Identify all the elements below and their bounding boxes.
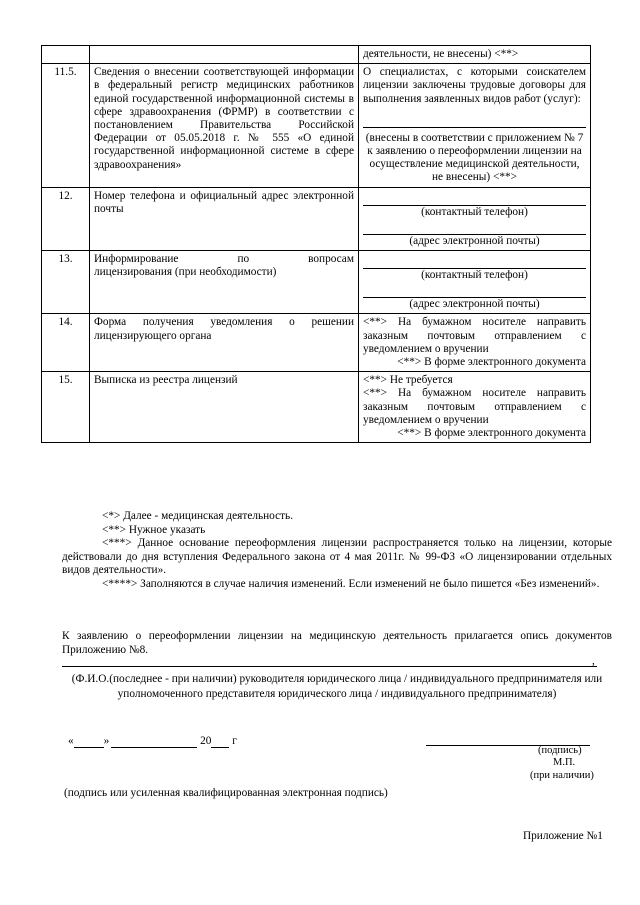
label-word: вопросам xyxy=(308,253,354,266)
date-field xyxy=(68,734,237,748)
row-label xyxy=(90,46,359,64)
email-caption: (адрес электронной почты) xyxy=(409,234,540,247)
footnotes xyxy=(62,510,612,592)
stamp-note: (при наличии) xyxy=(530,770,594,781)
year-fill-line[interactable] xyxy=(211,734,229,748)
form-table xyxy=(41,45,591,443)
row-number: 11.5. xyxy=(42,64,90,187)
row-number: 15. xyxy=(42,372,90,443)
row-value xyxy=(359,187,591,250)
option-electronic[interactable]: <**> В форме электронного документа xyxy=(397,427,586,440)
footnote: <****> Заполняются в случае наличия изменений. Если изменений не было пишется «Без изменений». xyxy=(102,577,600,590)
footnote: <*> Далее - медицинская деятельность. xyxy=(102,510,294,522)
row-number xyxy=(42,46,90,64)
option-electronic[interactable]: <**> В форме электронного документа xyxy=(397,356,586,369)
fio-caption: (Ф.И.О.(последнее - при наличии) руководителя юридического лица / индивидуального предпринимателя или уполномоченного представителя юридического лица / индивидуального предпринимателя) xyxy=(71,673,603,700)
row-label xyxy=(90,251,359,314)
table-row xyxy=(42,251,591,314)
esign-caption: (подпись или усиленная квалифицированная электронная подпись) xyxy=(64,787,388,799)
row-value xyxy=(359,251,591,314)
specialists-note: (внесены в соответствии с приложением № 7 к заявлению о переоформлении лицензии на осуществление медицинской деятельности, не внесены) <**> xyxy=(365,131,584,184)
specialists-intro: О специалистах, с которыми соискателем лицензии заключены трудовые договоры для выполнения заявленных видов работ (услуг): xyxy=(363,66,586,105)
footnote: <**> Нужное указать xyxy=(102,523,206,536)
label-word: по xyxy=(237,253,250,266)
row-number: 14. xyxy=(42,314,90,372)
day-fill-line[interactable] xyxy=(74,734,104,748)
row-label: Выписка из реестра лицензий xyxy=(90,372,359,443)
row-number: 12. xyxy=(42,187,90,250)
row-value: деятельности, не внесены) <**> xyxy=(359,46,591,64)
stamp-caption: М.П. xyxy=(553,757,576,768)
option-paper[interactable]: <**> На бумажном носителе направить заказным почтовым отправлением с уведомлением о вручении xyxy=(363,387,586,426)
phone-caption: (контактный телефон) xyxy=(421,205,528,218)
phone-fill-line[interactable] xyxy=(363,255,586,269)
table-row xyxy=(42,372,591,443)
row-value xyxy=(359,314,591,372)
table-row xyxy=(42,46,591,64)
option-not-required[interactable]: <**> Не требуется xyxy=(363,374,453,387)
row-value xyxy=(359,372,591,443)
table-row xyxy=(42,64,591,187)
month-fill-line[interactable] xyxy=(111,734,197,748)
row-value xyxy=(359,64,591,187)
appendix-title: Приложение №1 xyxy=(523,830,603,842)
label-rest: лицензирования (при необходимости) xyxy=(94,266,277,279)
email-caption: (адрес электронной почты) xyxy=(409,298,540,311)
fio-fill-line[interactable] xyxy=(62,666,597,667)
date-year-prefix: 20 xyxy=(200,735,212,747)
date-quote-open: « xyxy=(68,735,74,747)
date-year-suffix: г xyxy=(232,735,237,747)
phone-fill-line[interactable] xyxy=(363,192,586,206)
email-fill-line[interactable] xyxy=(363,221,586,235)
label-word: Информирование xyxy=(94,253,179,266)
table-row xyxy=(42,187,591,250)
fill-line[interactable] xyxy=(363,114,586,128)
table-row xyxy=(42,314,591,372)
row-number: 13. xyxy=(42,251,90,314)
email-fill-line[interactable] xyxy=(363,284,586,298)
option-paper[interactable]: <**> На бумажном носителе направить заказным почтовым отправлением с уведомлением о вручении xyxy=(363,316,586,355)
phone-caption: (контактный телефон) xyxy=(421,269,528,282)
fio-comma: , xyxy=(592,655,595,667)
row-label: Форма получения уведомления о решении лицензирующего органа xyxy=(90,314,359,372)
attachment-text: К заявлению о переоформлении лицензии на медицинскую деятельность прилагается опись документов Приложению №8. xyxy=(62,630,612,656)
row-label: Сведения о внесении соответствующей информации в федеральный регистр медицинских работников единой государственной информационной системы в сфере здравоохранения (ФРМР) в соответствии с постановлением Правительства Российской Федерации от 05.05.2018 г. № 555 «О единой государственной информационной системе в сфере здравоохранения» xyxy=(90,64,359,187)
date-quote-close: » xyxy=(103,735,110,747)
signature-caption: (подпись) xyxy=(538,745,582,756)
row-label: Номер телефона и официальный адрес электронной почты xyxy=(90,187,359,250)
footnote: <***> Данное основание переоформления лицензии распространяется только на лицензии, которые действовали до дня вступления Федерального закона от 4 мая 2011г. № 99-ФЗ «О лицензировании отдельных видов деятельности». xyxy=(62,537,612,577)
